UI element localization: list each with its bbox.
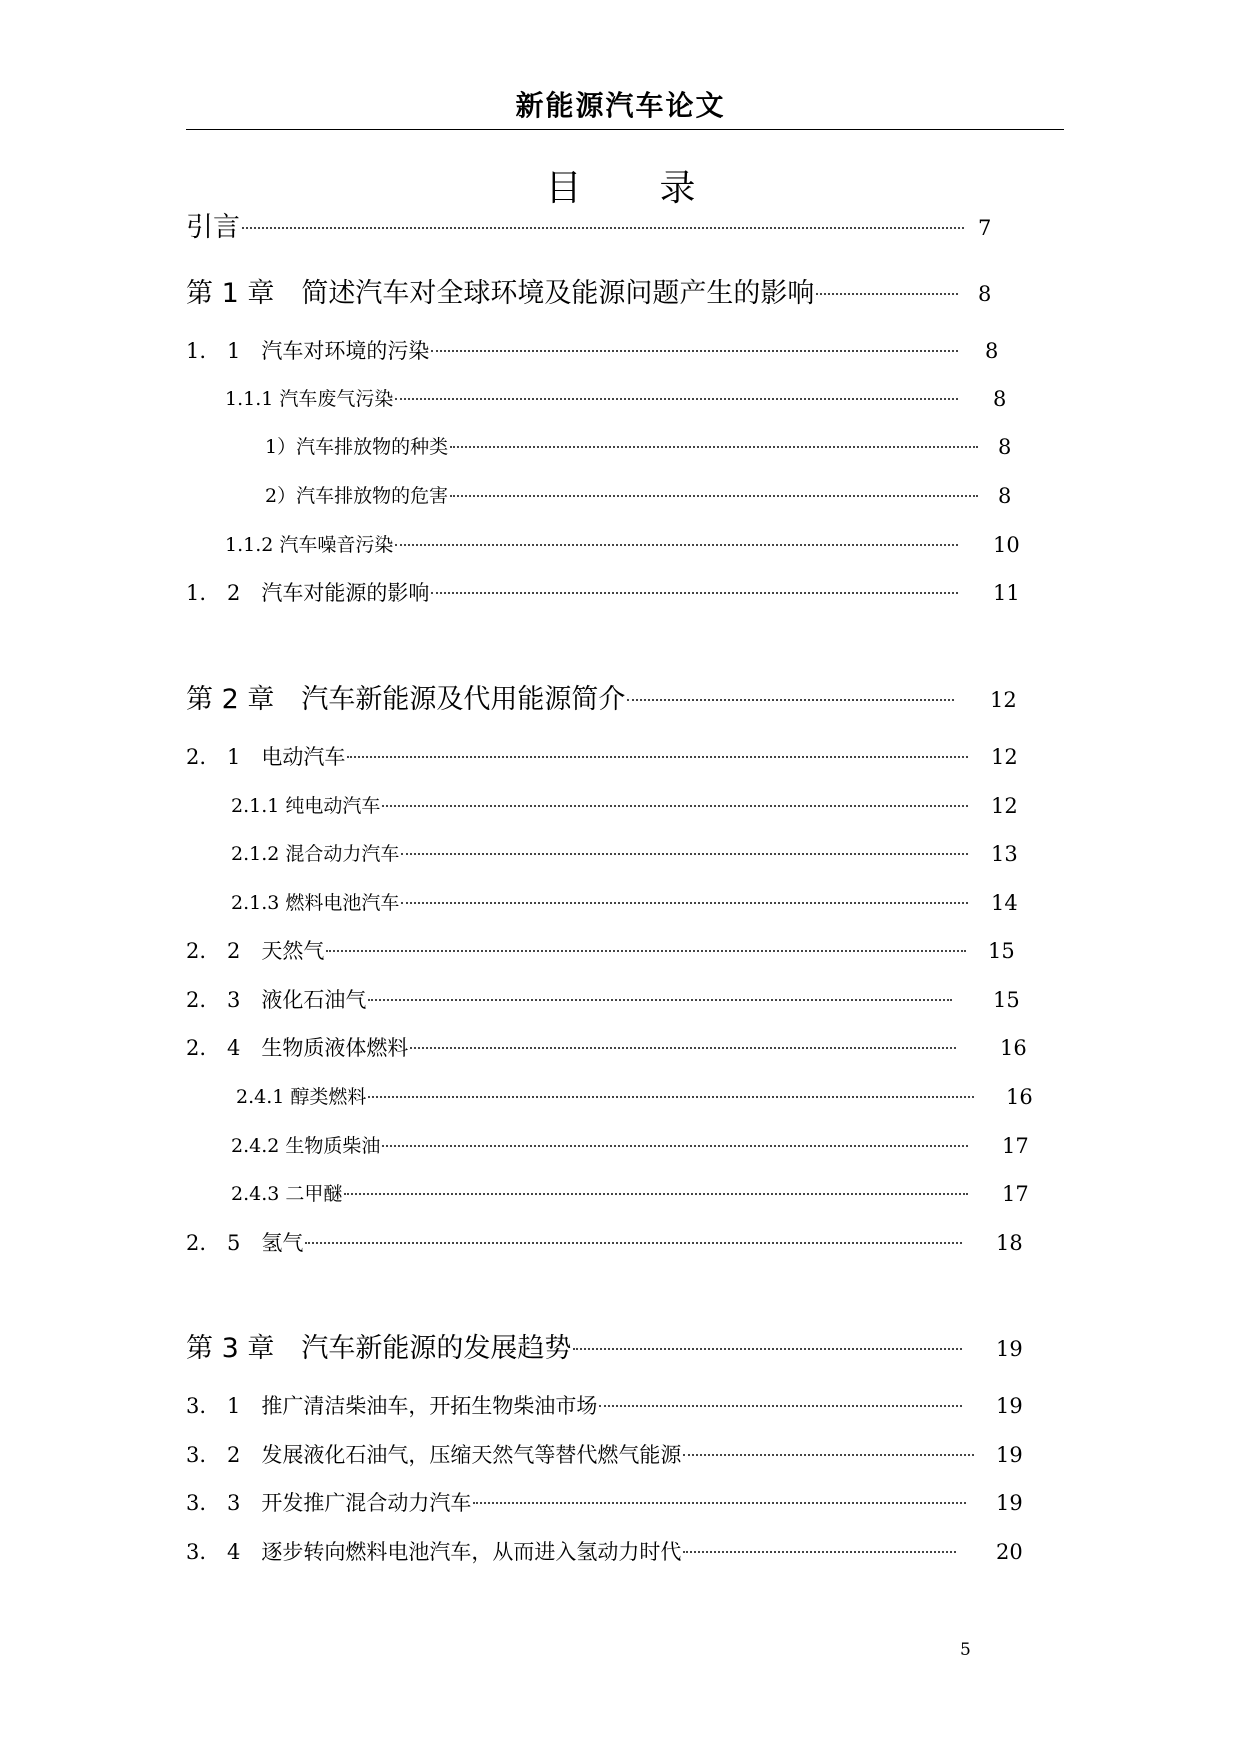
toc-dot-leader xyxy=(683,1551,956,1553)
toc-dot-leader xyxy=(401,902,968,904)
toc-dot-leader xyxy=(395,544,958,546)
toc-entry-label: 3. 1 推广清洁柴油车，开拓生物柴油市场 xyxy=(186,1394,598,1418)
toc-entry-page: 12 xyxy=(991,745,1018,769)
toc-dot-leader xyxy=(599,1405,962,1407)
toc-entry-page: 8 xyxy=(985,339,999,363)
page-number: 5 xyxy=(960,1640,971,1660)
toc-entry-label: 第 2 章 汽车新能源及代用能源简介 xyxy=(186,684,626,715)
toc-entry-label: 2. 4 生物质液体燃料 xyxy=(186,1036,409,1060)
toc-entry-page: 19 xyxy=(996,1443,1023,1467)
toc-entry-page: 7 xyxy=(978,216,992,240)
toc-entry-label: 2.4.2 生物质柴油 xyxy=(231,1135,381,1157)
toc-entry-page: 8 xyxy=(978,282,992,306)
toc-entry-label: 1.1.2 汽车噪音污染 xyxy=(225,534,394,556)
toc-entry xyxy=(0,525,1241,565)
toc-dot-leader xyxy=(242,227,964,229)
toc-entry-page: 16 xyxy=(1000,1036,1027,1060)
toc-dot-leader xyxy=(450,446,978,448)
toc-entry-label: 2.4.1 醇类燃料 xyxy=(236,1086,367,1108)
toc-entry-label: 2. 1 电动汽车 xyxy=(186,745,346,769)
toc-dot-leader xyxy=(683,1454,974,1456)
toc-entry-page: 19 xyxy=(996,1491,1023,1515)
toc-dot-leader xyxy=(382,1145,968,1147)
toc-entry-label: 2.1.1 纯电动汽车 xyxy=(231,795,381,817)
toc-entry-label: 第 1 章 简述汽车对全球环境及能源问题产生的影响 xyxy=(186,278,815,309)
toc-entry-label: 引言 xyxy=(186,212,240,243)
toc-entry-page: 17 xyxy=(1002,1182,1029,1206)
toc-entry xyxy=(0,1223,1241,1263)
toc-entry xyxy=(0,680,1241,720)
toc-entry-page: 8 xyxy=(998,484,1012,508)
toc-title-char-2: 录 xyxy=(659,168,696,209)
toc-entry-page: 8 xyxy=(993,387,1007,411)
toc-entry-page: 13 xyxy=(991,842,1018,866)
toc-entry-label: 3. 2 发展液化石油气，压缩天然气等替代燃气能源 xyxy=(186,1443,682,1467)
toc-entry-page: 16 xyxy=(1006,1085,1033,1109)
toc-entry xyxy=(0,573,1241,613)
toc-entry-label: 2）汽车排放物的危害 xyxy=(265,485,449,507)
toc-dot-leader xyxy=(326,950,966,952)
toc-entry xyxy=(0,476,1241,516)
toc-title-char-1: 目 xyxy=(545,168,582,209)
toc-dot-leader xyxy=(368,1096,974,1098)
toc-entry-page: 15 xyxy=(993,988,1020,1012)
toc-entry xyxy=(0,379,1241,419)
toc-dot-leader xyxy=(395,398,958,400)
toc-entry-page: 12 xyxy=(990,688,1017,712)
toc-entry-page: 8 xyxy=(998,435,1012,459)
running-header-title: 新能源汽车论文 xyxy=(515,89,726,122)
toc-dot-leader xyxy=(473,1502,966,1504)
toc-entry-label: 1.1.1 汽车废气污染 xyxy=(225,388,394,410)
toc-entry-label: 2. 5 氢气 xyxy=(186,1231,304,1255)
toc-entry-label: 3. 4 逐步转向燃料电池汽车，从而进入氢动力时代 xyxy=(186,1540,682,1564)
toc-entry-page: 14 xyxy=(991,891,1018,915)
toc-entry-label: 2.4.3 二甲醚 xyxy=(231,1183,343,1205)
toc-dot-leader xyxy=(382,805,968,807)
toc-dot-leader xyxy=(573,1348,962,1350)
header-rule xyxy=(186,129,1064,130)
toc-dot-leader xyxy=(401,853,968,855)
toc-entry-page: 12 xyxy=(991,794,1018,818)
toc-entry-label: 2. 2 天然气 xyxy=(186,939,325,963)
toc-dot-leader xyxy=(305,1242,962,1244)
toc-entry-label: 1. 1 汽车对环境的污染 xyxy=(186,339,430,363)
toc-entry xyxy=(0,980,1241,1020)
toc-dot-leader xyxy=(816,293,958,295)
toc-entry xyxy=(0,1386,1241,1426)
toc-entry-page: 11 xyxy=(993,581,1020,605)
toc-entry-label: 1. 2 汽车对能源的影响 xyxy=(186,581,430,605)
toc-entry-page: 19 xyxy=(996,1337,1023,1361)
toc-entry xyxy=(0,834,1241,874)
toc-dot-leader xyxy=(431,350,958,352)
toc-entry xyxy=(0,786,1241,826)
toc-entry xyxy=(0,1435,1241,1475)
toc-entry xyxy=(0,1174,1241,1214)
toc-entry xyxy=(0,883,1241,923)
toc-dot-leader xyxy=(450,495,978,497)
toc-entry xyxy=(0,1483,1241,1523)
toc-entry xyxy=(0,1028,1241,1068)
toc-entry xyxy=(0,931,1241,971)
toc-entry-page: 18 xyxy=(996,1231,1023,1255)
toc-entry xyxy=(0,208,1241,248)
toc-dot-leader xyxy=(627,699,954,701)
toc-entry xyxy=(0,331,1241,371)
toc-entry-label: 1）汽车排放物的种类 xyxy=(265,436,449,458)
toc-dot-leader xyxy=(347,756,968,758)
toc-entry-page: 19 xyxy=(996,1394,1023,1418)
toc-dot-leader xyxy=(410,1047,956,1049)
toc-entry-label: 2.1.2 混合动力汽车 xyxy=(231,843,400,865)
toc-dot-leader xyxy=(344,1193,968,1195)
toc-entry xyxy=(0,1126,1241,1166)
toc-entry-page: 15 xyxy=(988,939,1015,963)
toc-entry xyxy=(0,1077,1241,1117)
toc-entry xyxy=(0,1329,1241,1369)
toc-entry-page: 17 xyxy=(1002,1134,1029,1158)
toc-dot-leader xyxy=(368,999,952,1001)
toc-entry-label: 3. 3 开发推广混合动力汽车 xyxy=(186,1491,472,1515)
toc-entry-page: 10 xyxy=(993,533,1020,557)
toc-dot-leader xyxy=(431,592,958,594)
toc-title xyxy=(0,160,1241,211)
toc-entry-label: 2. 3 液化石油气 xyxy=(186,988,367,1012)
toc-entry-label: 2.1.3 燃料电池汽车 xyxy=(231,892,400,914)
toc-entry xyxy=(0,274,1241,314)
toc-entry xyxy=(0,737,1241,777)
toc-entry xyxy=(0,1532,1241,1572)
toc-entry-page: 20 xyxy=(996,1540,1023,1564)
toc-entry xyxy=(0,427,1241,467)
toc-entry-label: 第 3 章 汽车新能源的发展趋势 xyxy=(186,1333,572,1364)
